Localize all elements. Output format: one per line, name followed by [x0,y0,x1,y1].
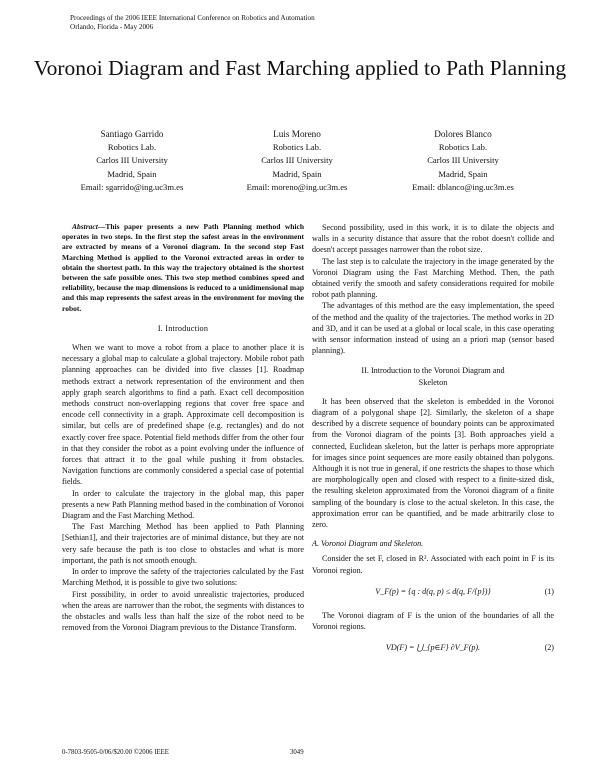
intro-paragraph-1: When we want to move a robot from a place to another place it is necessary a global map to calculate a global trajectory. Mobile robot path planning approaches can be divided into five classes [1]. Roadmap methods extract a network representation of the environment and then apply graph search algorithms to find a path. Exact cell decomposition methods construct non-overlapping regions that cover free space and encode cell connectivity in a graph. Approximate cell decomposition is similar, but cells are of predefined shape (e.g. rectangles) and do not exactly cover free space. Potential field methods differ from the other four in that they consider the robot as a point evolving under the influence of forces that attract it to the goal while pushing it from obstacles. Navigation functions are commonly considered a special case of potential fields. [62,343,304,487]
author-lab: Robotics Lab. [438,142,488,153]
author-lab: Robotics Lab. [272,142,322,153]
paper-title: Voronoi Diagram and Fast Marching applied to Path Planning [33,56,567,80]
solution-paragraph-2: Second possibility, used in this work, it is to dilate the objects and walls in a security distance that assure that the robot doesn't collide and doesn't accept passages narrower than the robot size. [312,223,554,255]
proceedings-line-2: Orlando, Florida - May 2006 [70,23,154,31]
last-step-paragraph: The last step is to calculate the trajectory in the image generated by the Voronoi Diagram using the Fast Marching Method. Then, the path obtained verify the smooth and safety considerations required for mobile robot path planning. [312,256,554,300]
equation-1-expression: V_F(p) = {q : d(q, p) ≤ d(q, F/{p})} [375,586,491,596]
author-city: Madrid, Spain [438,168,488,179]
intro-paragraph-5: First possibility, in order to avoid unrealistic trajectories, produced when the areas are narrower than the robot, the segments with distances to the obstacles and walls less than half the size of the robot need to be removed from the Voronoi Diagram previous to the Distance Transform. [62,589,304,633]
author-1 [47,128,217,194]
equation-2-number: (2) [544,643,554,653]
section-2-paragraph: It has been observed that the skeleton is embedded in the Voronoi diagram of a polygonal shape [2]. Similarly, the skeleton of a shape described by a discrete sequence of boundary points can be approximated from the Voronoi diagram of the points [3]. Both approaches yield a connected, Euclidean skeleton, but the latter is perhaps more appropriate for images since point sequences are more easily obtained than polygons. Although it is not true in general, if one restricts the shapes to those which are morphologically open and closed with respect to a finite-sized disk, the resulting skeleton approximated from the Voronoi diagram of a finite sampling of the boundary is close to the actual skeleton. In this case, the approximation error can be quantified, and be made arbitrarily close to zero. [312,396,554,530]
author-lab: Robotics Lab. [107,142,157,153]
subsection-a-paragraph-2: The Voronoi diagram of F is the union of the boundaries of all the Voronoi regions. [312,610,554,632]
equation-1 [312,581,554,605]
author-3 [378,128,548,194]
equation-2-expression: VD(F) = ⋃_{p∈F} ∂V_F(p). [385,643,481,653]
page-number: 3049 [290,749,304,756]
section-2-heading-line-1: II. Introduction to the Voronoi Diagram and [361,366,505,376]
author-university: Carlos III University [261,155,333,166]
author-city: Madrid, Spain [107,168,157,179]
equation-2 [312,637,554,661]
intro-paragraph-2: In order to calculate the trajectory in the global map, this paper presents a new Path Planning method based in the combination of Voronoi Diagram and the Fast Marching Method. [62,488,304,521]
subsection-a-heading: A. Voronoi Diagram and Skeleton. [312,539,424,549]
proceedings-line-1: Proceedings of the 2006 IEEE International Conference on Robotics and Automation [70,14,315,22]
advantages-paragraph: The advantages of this method are the easy implementation, the speed of the method and the quality of the trajectories. The method works in 2D and 3D, and it can be used at a global or local scale, in this case operating with sensor information instead of using an a priori map (sensor based planning). [312,301,554,356]
author-city: Madrid, Spain [272,168,322,179]
intro-paragraph-3: The Fast Marching Method has been applied to Path Planning [Sethian1], and their trajectories are of minimal distance, but they are not very safe because the path is too close to obstacles and what is more important, the path is not smooth enough. [62,522,304,565]
author-name: Santiago Garrido [100,129,164,139]
author-2 [212,128,382,194]
left-column [62,222,304,633]
author-name: Dolores Blanco [434,129,492,139]
author-name: Luis Moreno [273,129,321,139]
abstract-label: Abstract [72,222,98,231]
author-email: Email: moreno@ing.uc3m.es [246,181,348,192]
section-2-heading [312,365,554,387]
equation-1-number: (1) [544,586,554,596]
proceedings-header [70,14,315,32]
section-1-heading: I. Introduction [157,323,209,333]
author-email: Email: sgarrido@ing.uc3m.es [80,181,184,192]
author-university: Carlos III University [427,155,499,166]
abstract-text: —This paper presents a new Path Planning method which operates in two steps. In the first step the safest areas in the environment are extracted by means of a Voronoi diagram. In the second step Fast Marching Method is applied to the Voronoi extracted areas in order to obtain the shortest path. In this way the trajectory obtained is the shortest between the safe possible ones. This two step method combines speed and reliability, because the map dimensions is reduced to a unidimensional map and this map represents the safest areas in the environment for moving the robot. [62,222,304,313]
section-2-heading-line-2: Skeleton [418,377,448,387]
subsection-a-paragraph-1: Consider the set F, closed in R². Associated with each point in F is its Voronoi region. [312,554,554,575]
right-column [312,222,554,666]
author-email: Email: dblanco@ing.uc3m.es [412,181,514,192]
abstract [62,222,304,314]
intro-paragraph-4: In order to improve the safety of the trajectories calculated by the Fast Marching Method, it is possible to give two solutions: [62,567,304,588]
author-university: Carlos III University [96,155,168,166]
copyright-footer: 0-7803-9505-0/06/$20.00 ©2006 IEEE [62,749,169,756]
